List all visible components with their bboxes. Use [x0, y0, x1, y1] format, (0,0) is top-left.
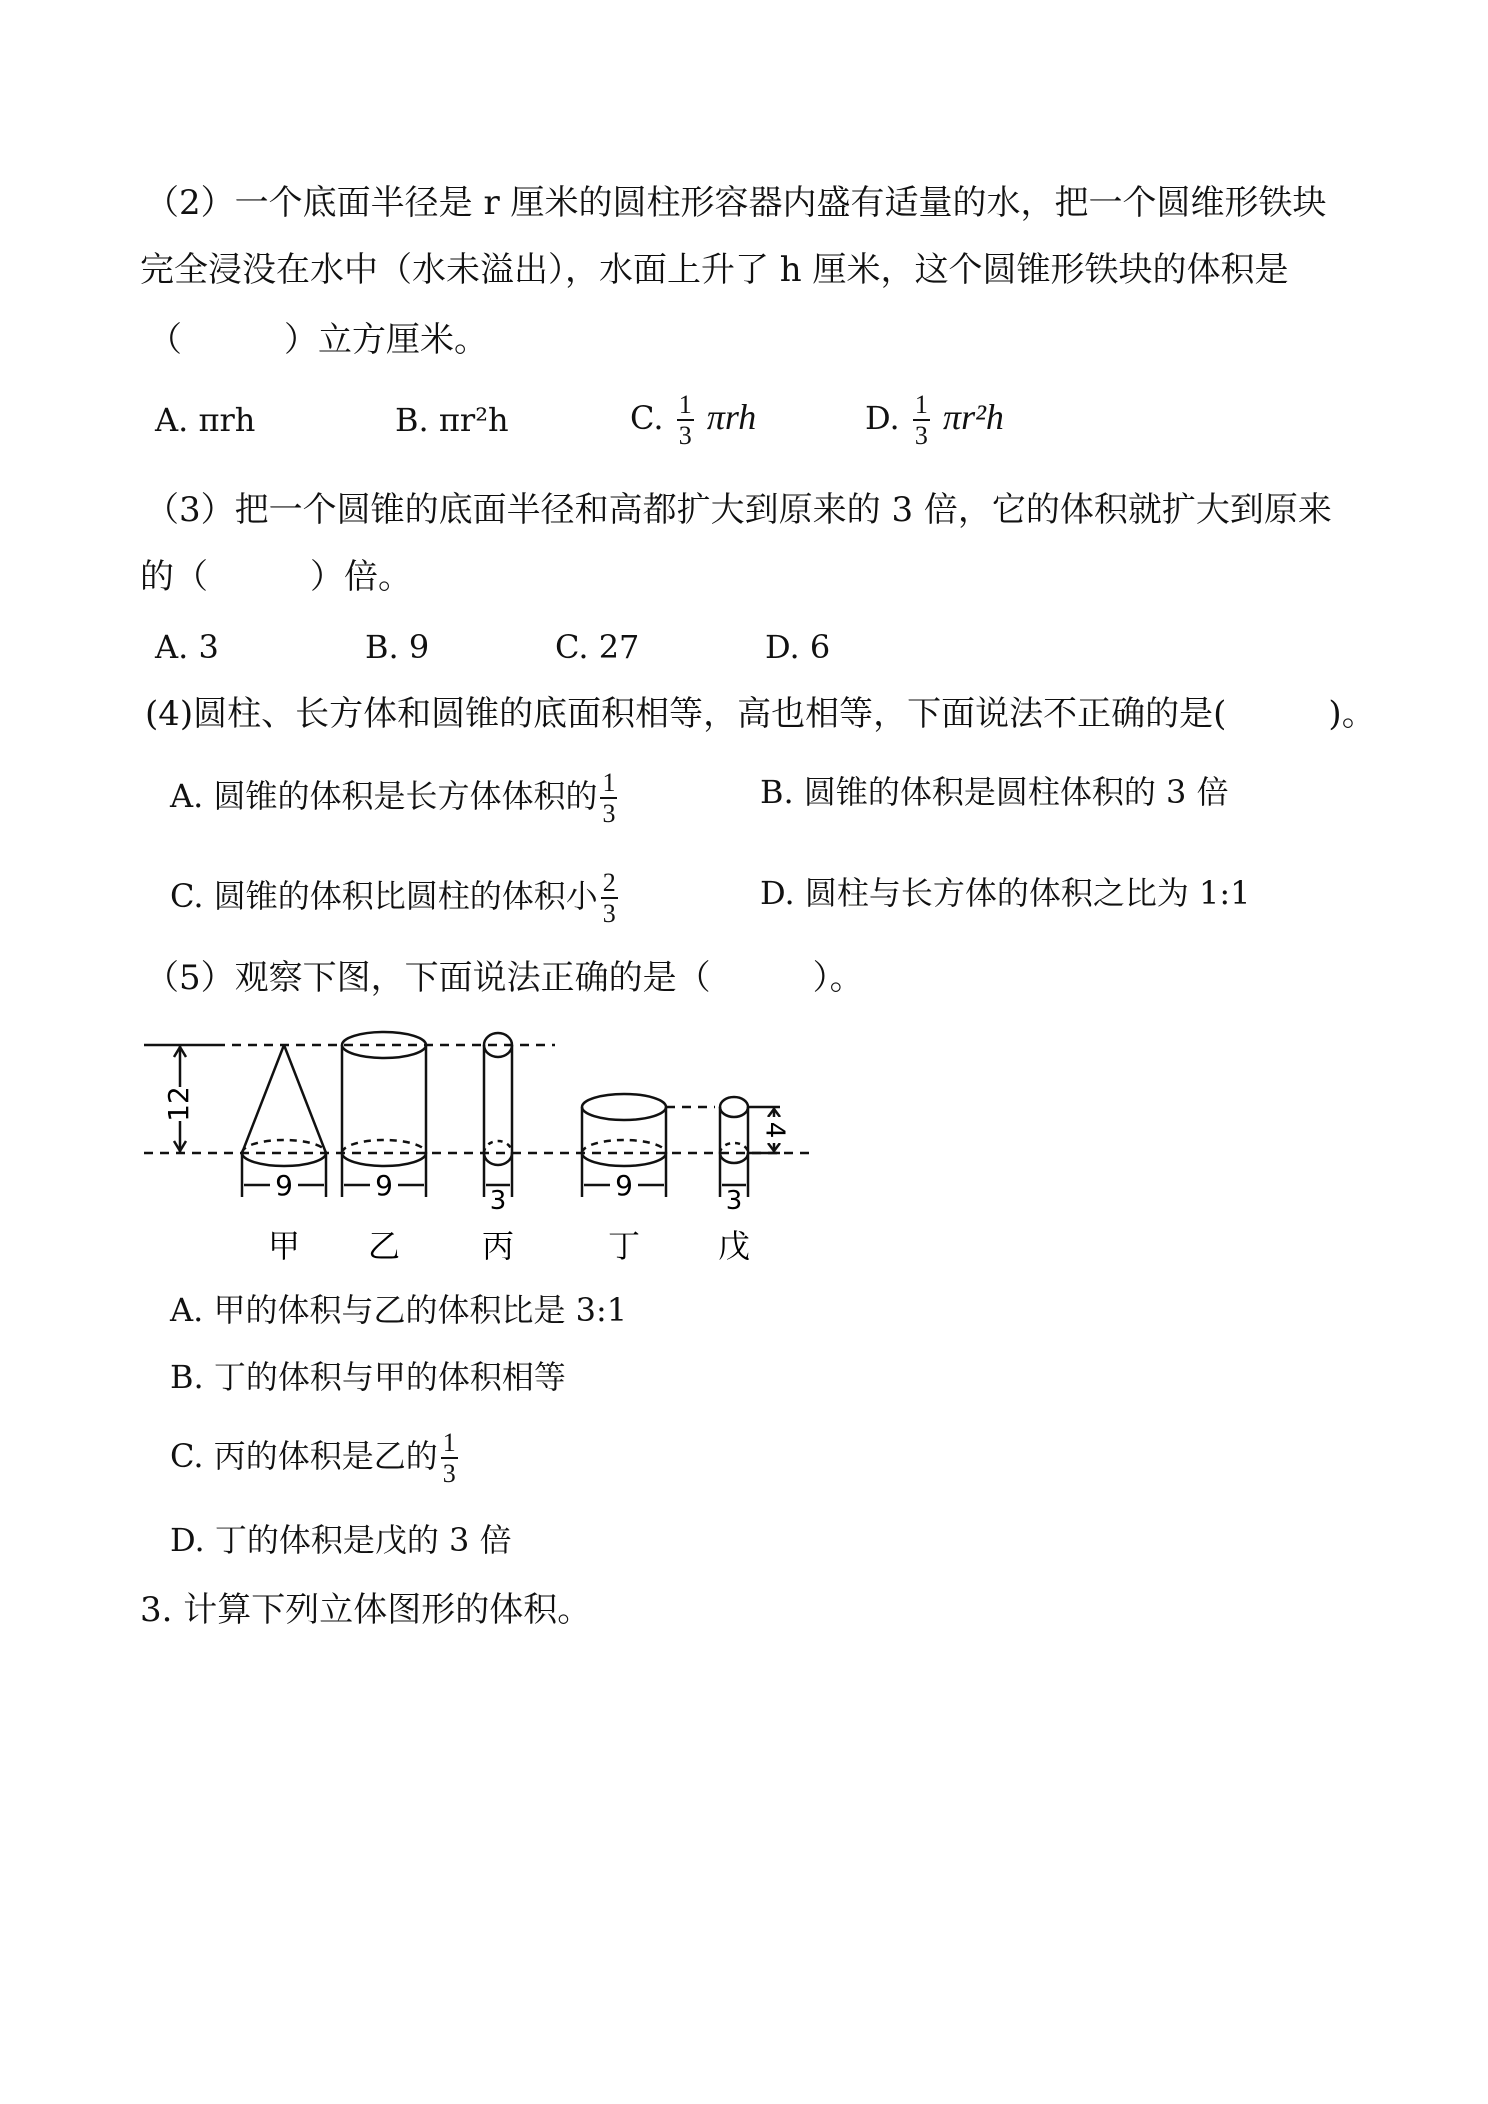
q3-option-a[interactable]: A. 3	[155, 628, 219, 666]
shape-label-ding: 丁	[607, 1227, 641, 1265]
shape-label-wu: 戊	[717, 1227, 751, 1265]
fraction: $\frac{1}{3}$	[442, 1428, 456, 1488]
shape-label-yi: 乙	[367, 1227, 401, 1265]
q2-option-c-prefix: C.	[630, 399, 664, 437]
q2-line3: （ ）立方厘米。	[148, 320, 488, 360]
width-label: 3	[489, 1186, 507, 1216]
q5-figure	[130, 1025, 830, 1285]
q4-option-c[interactable]: C. 圆锥的体积比圆柱的体积小 $\frac{2}{3}$	[170, 868, 616, 928]
q5-line1: （5）观察下图，下面说法正确的是（ ）。	[145, 958, 864, 998]
fraction: $\frac{2}{3}$	[602, 868, 616, 928]
q2-option-d-prefix: D.	[865, 399, 900, 437]
q2-option-b[interactable]: B. πr²h	[395, 401, 509, 439]
q2-option-c[interactable]: C. $\frac{1}{3}$ πrh	[630, 390, 757, 450]
q5-option-b[interactable]: B. 丁的体积与甲的体积相等	[170, 1358, 566, 1396]
fraction: $\frac{1}{3}$	[678, 390, 692, 450]
q5-option-c[interactable]: C. 丙的体积是乙的 $\frac{1}{3}$	[170, 1428, 456, 1488]
q4-option-a[interactable]: A. 圆锥的体积是长方体体积的 $\frac{1}{3}$	[170, 768, 616, 828]
q4-option-b[interactable]: B. 圆锥的体积是圆柱体积的 3 倍	[760, 773, 1229, 811]
shape-label-bing: 丙	[481, 1227, 515, 1265]
height-label-left: 12	[162, 1086, 195, 1122]
q5-option-d[interactable]: D. 丁的体积是戊的 3 倍	[170, 1521, 512, 1559]
width-label: 9	[375, 1169, 393, 1202]
height-label-right: 4	[759, 1121, 790, 1139]
width-label: 9	[615, 1169, 633, 1202]
q3-line2: 的（ ）倍。	[140, 557, 412, 597]
width-label: 9	[275, 1169, 293, 1202]
fraction: $\frac{1}{3}$	[914, 390, 928, 450]
next-question-heading: 3. 计算下列立体图形的体积。	[140, 1590, 592, 1630]
q3-option-d[interactable]: D. 6	[765, 628, 831, 666]
q3-line1: （3）把一个圆锥的底面半径和高都扩大到原来的 3 倍，它的体积就扩大到原来	[145, 490, 1332, 530]
q2-option-d[interactable]: D. $\frac{1}{3}$ πr²h	[865, 390, 1004, 450]
q2-line1: （2）一个底面半径是 r 厘米的圆柱形容器内盛有适量的水，把一个圆维形铁块	[145, 183, 1327, 223]
q2-option-a[interactable]: A. πrh	[155, 401, 256, 439]
q3-option-b[interactable]: B. 9	[365, 628, 430, 666]
q4-line1: (4)圆柱、长方体和圆锥的底面积相等，高也相等，下面说法不正确的是( )。	[145, 694, 1376, 734]
q2-line2: 完全浸没在水中（水未溢出），水面上升了 h 厘米，这个圆锥形铁块的体积是	[140, 250, 1289, 290]
q4-option-d[interactable]: D. 圆柱与长方体的体积之比为 1:1	[760, 874, 1251, 912]
q5-option-a[interactable]: A. 甲的体积与乙的体积比是 3:1	[170, 1291, 628, 1329]
fraction: $\frac{1}{3}$	[602, 768, 616, 828]
width-label: 3	[725, 1186, 743, 1216]
shape-label-jia: 甲	[267, 1227, 301, 1265]
q3-option-c[interactable]: C. 27	[555, 628, 640, 666]
